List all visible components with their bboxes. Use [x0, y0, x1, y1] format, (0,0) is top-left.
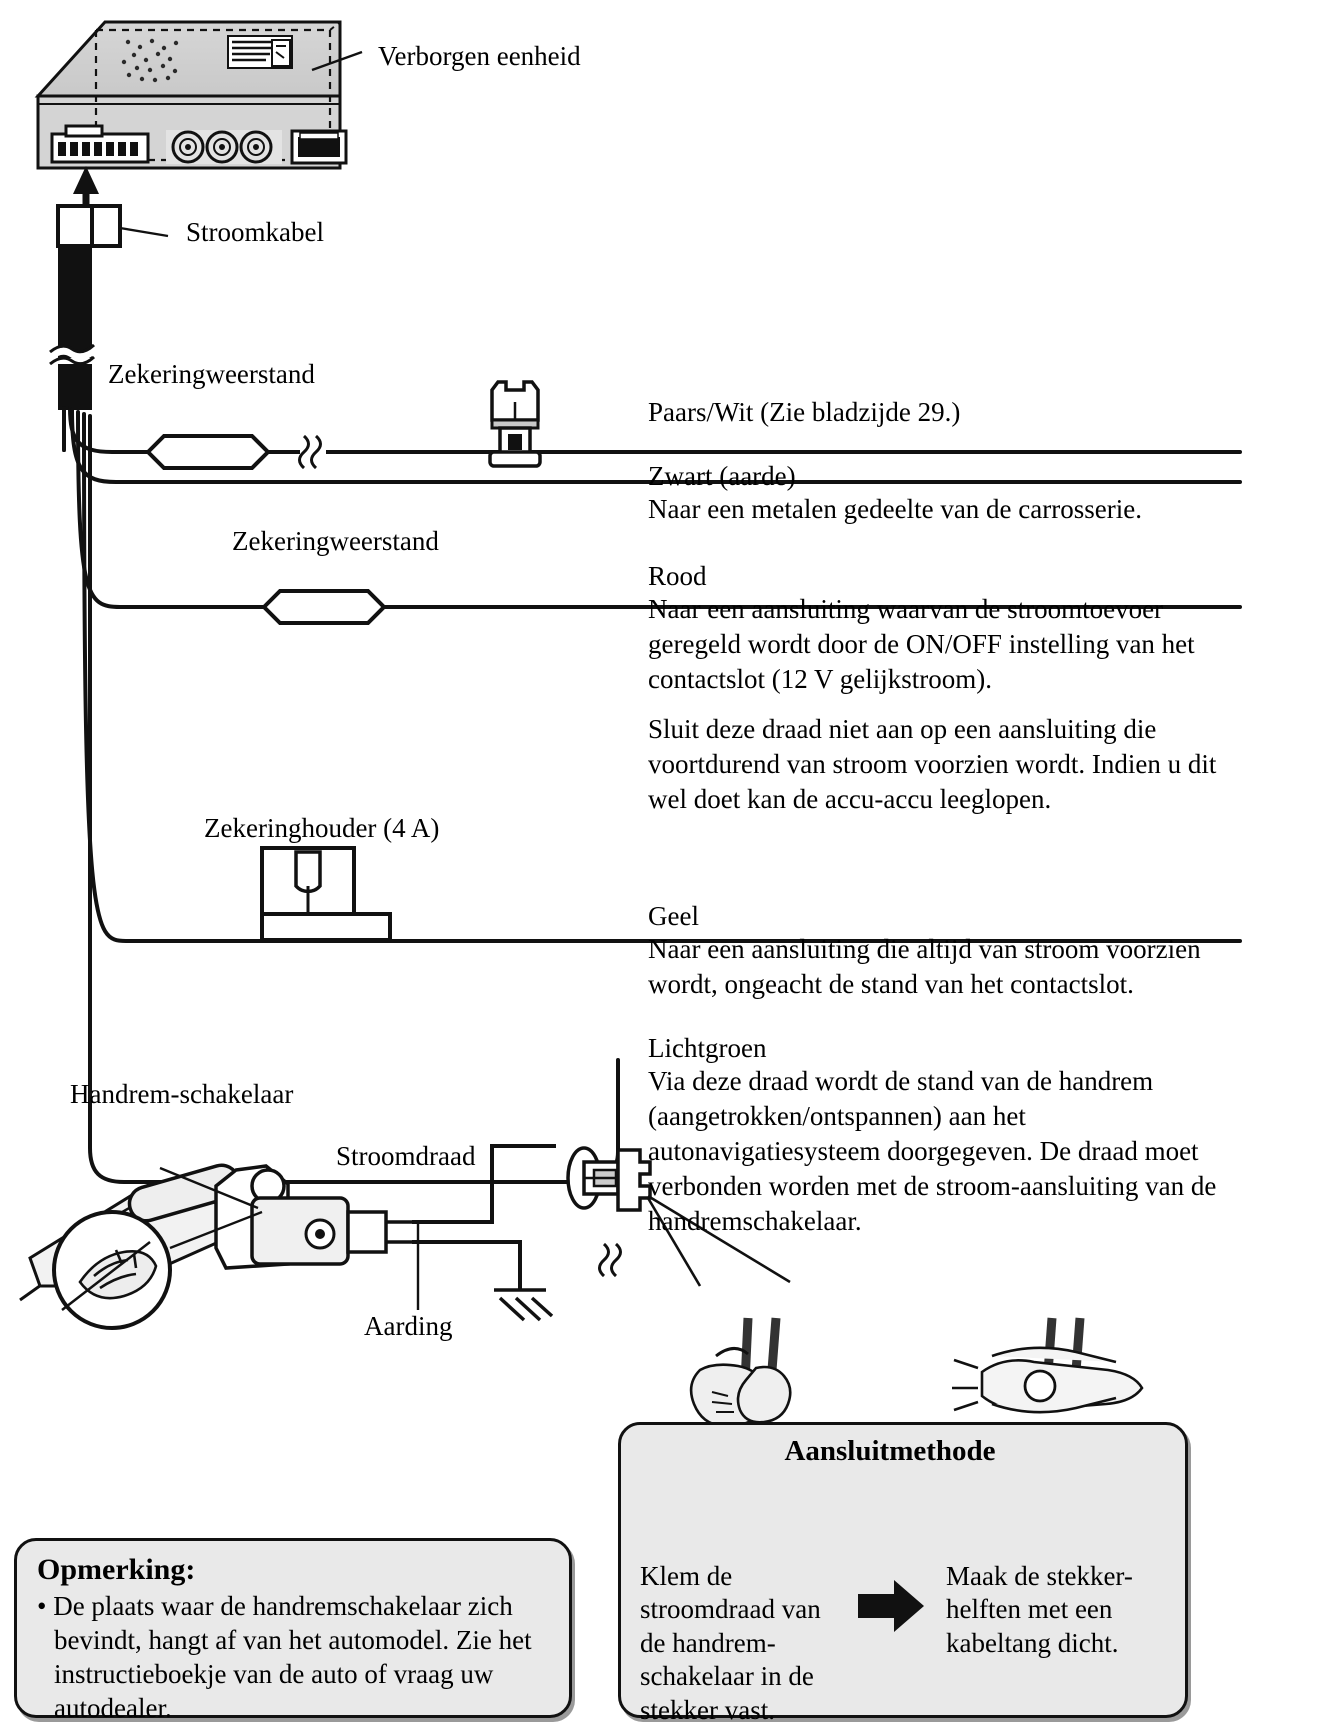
- wire-break-1: [300, 436, 327, 468]
- wire-label-purple-white: Paars/Wit (Zie bladzijde 29.): [648, 397, 961, 427]
- label-fuse-resistor-1: Zekeringweerstand: [108, 359, 315, 389]
- ground-symbol-icon: [494, 1290, 552, 1320]
- wire-label-light-green: Lichtgroen: [648, 1033, 767, 1063]
- rca-jacks: [166, 130, 282, 164]
- arrow-right-icon: [856, 1578, 926, 1634]
- label-power-wire: Stroomdraad: [336, 1141, 476, 1171]
- note-box: [14, 1538, 572, 1724]
- fuse-resistor-2-icon: [264, 591, 384, 623]
- wire-desc-black: Naar een metalen gedeelte van de carrosserie.: [648, 494, 1142, 524]
- label-handbrake-switch: Handrem-schakelaar: [70, 1079, 294, 1109]
- label-fuse-resistor-2: Zekeringweerstand: [232, 526, 439, 556]
- bullet-connector-icon: [490, 382, 540, 466]
- wire-label-black: Zwart (aarde): [648, 461, 796, 491]
- fuse-holder-icon: [262, 848, 390, 940]
- wire-desc-red: Naar een aansluiting waarvan de stroomtoevoer geregeld wordt door de ON/OFF instelling van het contactslot (12 V gelijkstroom).: [648, 594, 1195, 695]
- unit-data-connector: [292, 131, 346, 163]
- fuse-resistor-1-icon: [148, 436, 268, 468]
- connection-method-title: Aansluitmethode: [784, 1435, 996, 1467]
- note-title: Opmerking:: [37, 1553, 196, 1586]
- connection-step-1-text: Klem de stroomdraad van de handrem-schakelaar in de stekker vast.: [640, 1561, 821, 1725]
- wire-label-red: Rood: [648, 561, 707, 591]
- wire-label-yellow: Geel: [648, 901, 699, 931]
- crimp-step-2-illustration: [952, 1318, 1142, 1412]
- label-hidden-unit: Verborgen eenheid: [378, 41, 581, 71]
- hidden-unit-illustration: [38, 22, 362, 168]
- label-power-cable: Stroomkabel: [186, 217, 324, 247]
- wire-desc-yellow: Naar een aansluiting die altijd van stroom voorzien wordt, ongeacht de stand van het contactslot.: [648, 934, 1201, 1000]
- power-cable-plug: [58, 206, 168, 246]
- connect-arrow-up: [73, 166, 99, 208]
- label-ground: Aarding: [364, 1311, 453, 1341]
- note-item: • De plaats waar de handremschakelaar zich bevindt, hangt af van het automodel. Zie het instructieboekje van de auto of vraag uw autodealer.: [37, 1591, 532, 1724]
- wire-warning-red: Sluit deze draad niet aan op een aansluiting die voortdurend van stroom voorzien wordt. Indien u dit wel doet kan de accu-accu leeglopen.: [648, 714, 1217, 815]
- wire-desc-light-green: Via deze draad wordt de stand van de handrem (aangetrokken/ontspannen) aan het autonavigatiesysteem doorgegeven. De draad moet verbonden worden met de stroom-aansluiting van de handremschakelaar.: [648, 1066, 1217, 1237]
- connection-step-2-text: Maak de stekker-helften met een kabeltang dicht.: [946, 1561, 1133, 1658]
- label-fuse-holder: Zekeringhouder (4 A): [204, 813, 440, 843]
- handbrake-lever-illustration: [20, 1146, 556, 1328]
